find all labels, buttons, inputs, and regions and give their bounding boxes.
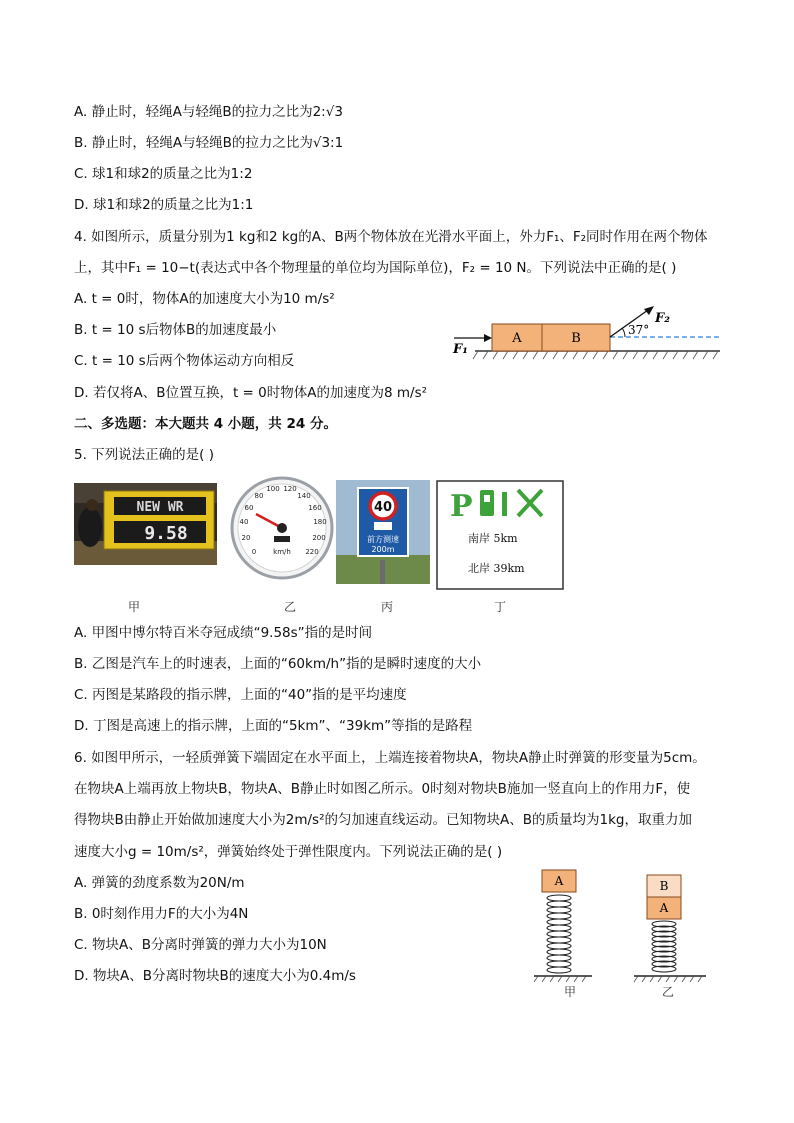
ding-line2: 北岸 39km	[468, 562, 525, 575]
q5-image-bing-sign	[336, 480, 430, 584]
q6-caption-yi: 乙	[661, 985, 675, 999]
yi-block-a-label: A	[659, 901, 669, 915]
q5-caption-ding: 丁	[494, 600, 507, 614]
q5-option-d: D. 丁图是高速上的指示牌，上面的“5km”、“39km”等指的是路程	[74, 718, 473, 734]
q5-option-b: B. 乙图是汽车上的时速表，上面的“60km/h”指的是瞬时速度的大小	[74, 656, 482, 672]
q5-option-c: C. 丙图是某路段的指示牌，上面的“40”指的是平均速度	[74, 687, 407, 703]
fuel-pump-icon	[480, 490, 494, 516]
q6-option-d: D. 物块A、B分离时物块B的速度大小为0.4m/s	[74, 968, 356, 984]
svg-text:160: 160	[308, 504, 322, 512]
svg-text:80: 80	[254, 492, 264, 500]
ground-hatch	[473, 351, 718, 359]
camera-icon	[374, 522, 392, 530]
block-b-label: B	[571, 331, 581, 346]
yi-spring	[652, 921, 676, 972]
q5-image-yi-speedometer	[230, 476, 335, 581]
q4-stem-line1: 4. 如图所示，质量分别为1 kg和2 kg的A、B两个物体放在光滑水平面上，外力F₁、F₂同时作用在两个物体	[74, 229, 708, 245]
needle-hub	[277, 523, 287, 533]
q6-stem-line2: 在物块A上端再放上物块B，物块A、B静止时如图乙所示。0时刻对物块B施加一竖直向上的作用力F，使	[74, 781, 691, 797]
f2-label: F₂	[655, 311, 670, 326]
q5-caption-yi: 乙	[284, 600, 297, 614]
scoreboard-top-text: NEW WR	[136, 500, 184, 515]
parking-icon: P	[450, 489, 473, 524]
f2-arrowhead	[644, 306, 654, 315]
q4-option-d: D. 若仅将A、B位置互换，t = 0时物体A的加速度为8 m/s²	[74, 385, 428, 401]
svg-text:120: 120	[283, 485, 297, 493]
speedometer-unit: km/h	[273, 548, 291, 556]
svg-text:200: 200	[312, 534, 326, 542]
q4-option-b: B. t = 10 s后物体B的加速度最小	[74, 322, 277, 338]
q6-stem-line1: 6. 如图甲所示，一轻质弹簧下端固定在水平面上，上端连接着物块A，物块A静止时弹簧的形变量为5cm。	[74, 750, 706, 766]
q4-option-a: A. t = 0时，物体A的加速度大小为10 m/s²	[74, 291, 335, 307]
q6-option-b: B. 0时刻作用力F的大小为4N	[74, 906, 249, 922]
q6-stem-line3: 得物块B由静止开始做加速度大小为2m/s²的匀加速直线运动。已知物块A、B的质量均为1kg，取重力加	[74, 812, 692, 828]
jia-block-a-label: A	[554, 874, 564, 888]
svg-text:0: 0	[251, 548, 257, 556]
q3-option-a: A. 静止时，轻绳A与轻绳B的拉力之比为2:√3	[74, 104, 343, 120]
q3-option-d: D. 球1和球2的质量之比为1:1	[74, 197, 254, 213]
q5-image-ding-sign	[436, 480, 564, 590]
scoreboard-time-text: 9.58	[144, 523, 188, 544]
q6-stem-line4: 速度大小g = 10m/s²，弹簧始终处于弹性限度内。下列说法正确的是( )	[74, 844, 503, 860]
q3-option-c: C. 球1和球2的质量之比为1:2	[74, 166, 253, 182]
f1-arrowhead	[484, 334, 492, 342]
q5-image-jia-scoreboard	[74, 483, 217, 565]
athlete-figure	[78, 507, 102, 547]
q6-option-c: C. 物块A、B分离时弹簧的弹力大小为10N	[74, 937, 327, 953]
q6-option-a: A. 弹簧的劲度系数为20N/m	[74, 875, 245, 891]
svg-text:60: 60	[244, 504, 254, 512]
q4-option-c: C. t = 10 s后两个物体运动方向相反	[74, 353, 295, 369]
yi-block-b-label: B	[659, 879, 669, 893]
speed-limit-number: 40	[373, 500, 393, 515]
q5-caption-jia: 甲	[128, 600, 141, 614]
q5-caption-bing: 丙	[381, 600, 394, 614]
sign-text-line1: 前方测速	[367, 535, 399, 544]
q3-option-b: B. 静止时，轻绳A与轻绳B的拉力之比为√3:1	[74, 135, 344, 151]
svg-text:20: 20	[241, 534, 251, 542]
q5-option-a: A. 甲图中博尔特百米夺冠成绩“9.58s”指的是时间	[74, 625, 373, 641]
sign-text-line2: 200m	[371, 545, 395, 554]
svg-text:180: 180	[313, 518, 327, 526]
ding-line1: 南岸 5km	[468, 532, 518, 545]
svg-text:100: 100	[266, 485, 280, 493]
section-heading-multiple-choice: 二、多选题：本大题共 4 小题，共 24 分。	[74, 416, 337, 432]
angle-label: 37°	[628, 323, 650, 337]
svg-text:140: 140	[297, 492, 311, 500]
food-icon	[502, 492, 507, 516]
q5-stem: 5. 下列说法正确的是( )	[74, 447, 214, 463]
q4-stem-line2: 上，其中F₁ = 10−t(表达式中各个物理量的单位均为国际单位)，F₂ = 10 N。下列说法中正确的是( )	[74, 260, 677, 276]
block-a-label: A	[512, 331, 522, 346]
angle-arc	[622, 328, 625, 337]
svg-text:40: 40	[239, 518, 249, 526]
q6-caption-jia: 甲	[563, 985, 577, 999]
jia-spring	[547, 895, 571, 973]
q6-spring-figure	[530, 866, 720, 1001]
svg-text:220: 220	[305, 548, 319, 556]
q4-blocks-figure	[450, 300, 725, 365]
f1-label: F₁	[453, 342, 468, 357]
